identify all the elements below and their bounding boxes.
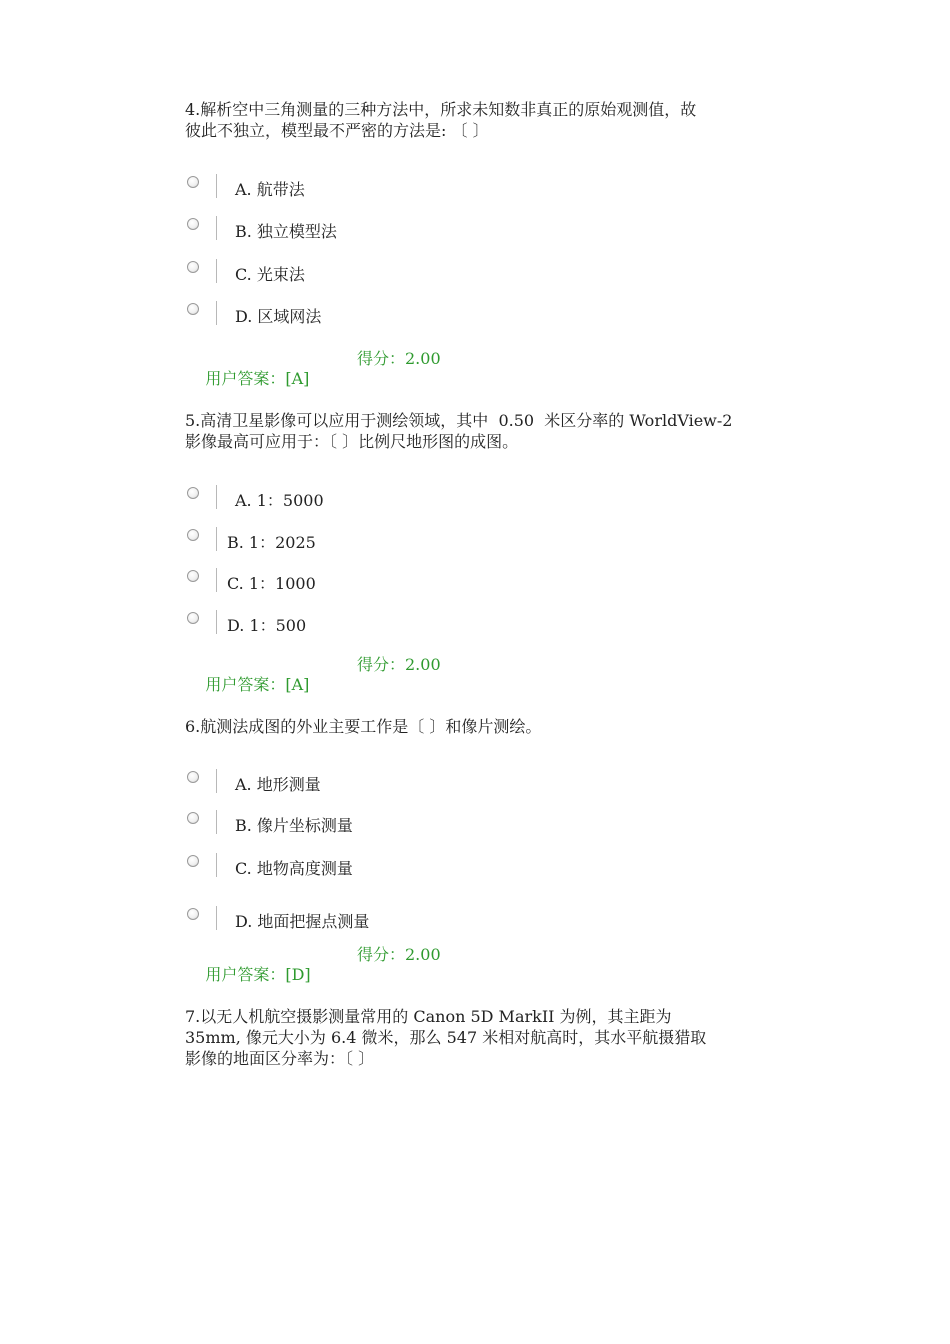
score: 得分：2.00 bbox=[357, 349, 441, 368]
option-label: D. 1：500 bbox=[227, 616, 307, 635]
divider bbox=[216, 906, 217, 930]
question-6-option-a[interactable] bbox=[185, 769, 585, 799]
question-6-stem: 6.航测法成图的外业主要工作是〔 〕和像片测绘。 bbox=[185, 717, 542, 736]
user-answer: 用户答案：[D] bbox=[205, 965, 311, 984]
divider bbox=[216, 853, 217, 877]
option-label: B. 1：2025 bbox=[227, 533, 316, 552]
divider bbox=[216, 301, 217, 325]
question-6-option-d[interactable] bbox=[185, 906, 585, 936]
radio-button[interactable] bbox=[187, 908, 199, 920]
option-label: A. 1：5000 bbox=[235, 491, 324, 510]
question-4-option-b[interactable] bbox=[185, 216, 585, 246]
question-4-stem: 4.解析空中三角测量的三种方法中，所求未知数非真正的原始观测值，故 彼此不独立，模型最不严密的方法是: 〔 〕 bbox=[185, 100, 697, 140]
divider bbox=[216, 259, 217, 283]
option-label: A. 航带法 bbox=[235, 180, 305, 199]
option-label: B. 独立模型法 bbox=[235, 222, 337, 241]
user-answer: 用户答案：[A] bbox=[205, 369, 310, 388]
divider bbox=[216, 610, 217, 634]
question-4-option-c[interactable] bbox=[185, 259, 585, 289]
score: 得分：2.00 bbox=[357, 945, 441, 964]
radio-button[interactable] bbox=[187, 261, 199, 273]
divider bbox=[216, 174, 217, 198]
radio-button[interactable] bbox=[187, 487, 199, 499]
divider bbox=[216, 527, 217, 551]
divider bbox=[216, 810, 217, 834]
divider bbox=[216, 769, 217, 793]
radio-button[interactable] bbox=[187, 771, 199, 783]
option-label: A. 地形测量 bbox=[235, 775, 321, 794]
option-label: D. 地面把握点测量 bbox=[235, 912, 370, 931]
radio-button[interactable] bbox=[187, 218, 199, 230]
radio-button[interactable] bbox=[187, 303, 199, 315]
divider bbox=[216, 485, 217, 509]
question-5-option-c[interactable] bbox=[185, 568, 585, 598]
option-label: B. 像片坐标测量 bbox=[235, 816, 353, 835]
radio-button[interactable] bbox=[187, 176, 199, 188]
question-7-stem: 7.以无人机航空摄影测量常用的 Canon 5D MarkII 为例，其主距为 35mm, 像元大小为 6.4 微米，那么 547 米相对航高时，其水平航摄猎取 影像的地面区分率为：〔 〕 bbox=[185, 1007, 707, 1068]
option-label: C. 地物高度测量 bbox=[235, 859, 353, 878]
option-label: C. 光束法 bbox=[235, 265, 305, 284]
radio-button[interactable] bbox=[187, 855, 199, 867]
question-4-option-a[interactable] bbox=[185, 174, 585, 204]
option-label: D. 区域网法 bbox=[235, 307, 322, 326]
radio-button[interactable] bbox=[187, 570, 199, 582]
divider bbox=[216, 216, 217, 240]
radio-button[interactable] bbox=[187, 529, 199, 541]
score: 得分：2.00 bbox=[357, 655, 441, 674]
radio-button[interactable] bbox=[187, 812, 199, 824]
question-5-option-d[interactable] bbox=[185, 610, 585, 640]
question-5-option-a[interactable] bbox=[185, 485, 585, 515]
question-4-option-d[interactable] bbox=[185, 301, 585, 331]
question-5-stem: 5.高清卫星影像可以应用于测绘领域，其中 0.50 米区分率的 WorldView-2 影像最高可应用于：〔 〕比例尺地形图的成图。 bbox=[185, 411, 733, 451]
option-label: C. 1：1000 bbox=[227, 574, 316, 593]
question-6-option-b[interactable] bbox=[185, 810, 585, 840]
question-6-option-c[interactable] bbox=[185, 853, 585, 883]
divider bbox=[216, 568, 217, 592]
user-answer: 用户答案：[A] bbox=[205, 675, 310, 694]
radio-button[interactable] bbox=[187, 612, 199, 624]
question-5-option-b[interactable] bbox=[185, 527, 585, 557]
